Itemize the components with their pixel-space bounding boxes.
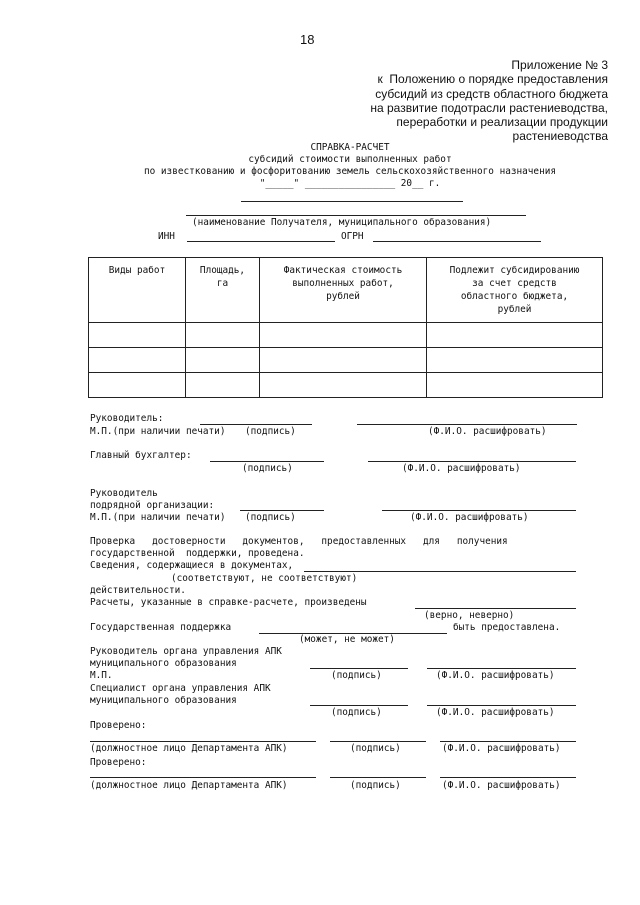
checked-sign-line bbox=[330, 741, 426, 742]
table-row bbox=[89, 323, 603, 348]
checked-fio-line bbox=[440, 777, 576, 778]
verification-text: Сведения, содержащиеся в документах, bbox=[90, 560, 294, 571]
authority-mp: М.П. bbox=[90, 670, 113, 681]
verification-text: государственной поддержки, проведена. bbox=[90, 548, 305, 559]
table-row bbox=[89, 348, 603, 373]
accountant-label: Главный бухгалтер: bbox=[90, 450, 192, 461]
recipient-name-line bbox=[186, 215, 526, 216]
checked-official-caption: (должностное лицо Департамента АПК) bbox=[90, 743, 288, 754]
authority-fio-caption: (Ф.И.О. расшифровать) bbox=[436, 707, 555, 718]
table-cell[interactable] bbox=[186, 323, 260, 348]
head-mp: М.П.(при наличии печати) bbox=[90, 426, 226, 437]
table-cell[interactable] bbox=[427, 373, 603, 398]
ogrn-label: ОГРН bbox=[341, 231, 364, 242]
table-cell[interactable] bbox=[427, 323, 603, 348]
checked-fio-line bbox=[440, 741, 576, 742]
verification-caption: (соответствуют, не соответствуют) bbox=[171, 573, 358, 584]
verification-text: Проверка достоверности документов, предоставленных для получения bbox=[90, 536, 508, 547]
accountant-sign-caption: (подпись) bbox=[242, 463, 293, 474]
appendix-title: Приложение № 3 bbox=[511, 58, 608, 72]
verification-text: Государственная поддержка bbox=[90, 622, 232, 633]
accountant-fio-line bbox=[368, 461, 576, 462]
page-number: 18 bbox=[300, 32, 315, 47]
authority-label: Специалист органа управления АПК bbox=[90, 683, 271, 694]
table-cell[interactable] bbox=[89, 373, 186, 398]
separator-line bbox=[241, 201, 463, 202]
table-cell[interactable] bbox=[89, 348, 186, 373]
recipient-caption: (наименование Получателя, муниципального образования) bbox=[192, 217, 492, 228]
table-row bbox=[89, 373, 603, 398]
checked-fio-caption: (Ф.И.О. расшифровать) bbox=[442, 743, 561, 754]
table-header-cell: Виды работ bbox=[89, 258, 186, 323]
checked-label: Проверено: bbox=[90, 720, 147, 731]
authority-fio-line bbox=[427, 668, 576, 669]
inn-field-line bbox=[187, 241, 335, 242]
verification-text: Расчеты, указанные в справке-расчете, произведены bbox=[90, 597, 367, 608]
checked-fio-caption: (Ф.И.О. расшифровать) bbox=[442, 780, 561, 791]
contractor-fio-caption: (Ф.И.О. расшифровать) bbox=[410, 512, 529, 523]
appendix-line: на развитие подотрасли растениеводства, bbox=[370, 101, 608, 115]
authority-fio-line bbox=[427, 705, 576, 706]
table-header-cell: Фактическая стоимость выполненных работ, рублей bbox=[260, 258, 427, 323]
authority-label: Руководитель органа управления АПК bbox=[90, 646, 282, 657]
authority-sign-caption: (подпись) bbox=[331, 707, 382, 718]
table-cell[interactable] bbox=[427, 348, 603, 373]
head-sign-line bbox=[200, 424, 312, 425]
verification-field-line bbox=[415, 608, 576, 609]
heading-line: субсидий стоимости выполненных работ bbox=[248, 154, 452, 165]
contractor-label: Руководитель bbox=[90, 488, 158, 499]
appendix-line: растениеводства bbox=[512, 129, 608, 143]
verification-text: действительности. bbox=[90, 585, 186, 596]
table-header-cell: Подлежит субсидированию за счет средств областного бюджета, рублей bbox=[427, 258, 603, 323]
verification-caption: (верно, неверно) bbox=[424, 610, 515, 621]
document-title: СПРАВКА-РАСЧЕТ bbox=[310, 142, 390, 153]
contractor-fio-line bbox=[382, 510, 576, 511]
checked-sign-caption: (подпись) bbox=[350, 743, 401, 754]
heading-line: по известкованию и фосфоритованию земель сельскохозяйственного назначения bbox=[143, 166, 557, 177]
table-header-row bbox=[89, 258, 603, 323]
authority-sign-caption: (подпись) bbox=[331, 670, 382, 681]
table-cell[interactable] bbox=[260, 373, 427, 398]
table-cell[interactable] bbox=[260, 323, 427, 348]
inn-label: ИНН bbox=[158, 231, 175, 242]
head-sign-caption: (подпись) bbox=[245, 426, 296, 437]
contractor-mp: М.П.(при наличии печати) bbox=[90, 512, 226, 523]
verification-text: быть предоставлена. bbox=[453, 622, 561, 633]
authority-label: муниципального образования bbox=[90, 658, 237, 669]
checked-official-caption: (должностное лицо Департамента АПК) bbox=[90, 780, 288, 791]
checked-official-line bbox=[90, 777, 316, 778]
head-fio-line bbox=[357, 424, 577, 425]
appendix-line: субсидий из средств областного бюджета bbox=[375, 87, 608, 101]
contractor-sign-caption: (подпись) bbox=[245, 512, 296, 523]
authority-label: муниципального образования bbox=[90, 695, 237, 706]
accountant-sign-line bbox=[210, 461, 324, 462]
appendix-line: к Положению о порядке предоставления bbox=[377, 72, 608, 86]
verification-field-line bbox=[304, 571, 576, 572]
authority-fio-caption: (Ф.И.О. расшифровать) bbox=[436, 670, 555, 681]
authority-sign-line bbox=[310, 668, 408, 669]
authority-sign-line bbox=[310, 705, 408, 706]
accountant-fio-caption: (Ф.И.О. расшифровать) bbox=[402, 463, 521, 474]
head-label: Руководитель: bbox=[90, 413, 164, 424]
table-cell[interactable] bbox=[89, 323, 186, 348]
table-cell[interactable] bbox=[260, 348, 427, 373]
checked-label: Проверено: bbox=[90, 757, 147, 768]
date-line: "_____" ________________ 20__ г. bbox=[259, 178, 441, 189]
appendix-line: переработки и реализации продукции bbox=[396, 115, 608, 129]
table-cell[interactable] bbox=[186, 348, 260, 373]
head-fio-caption: (Ф.И.О. расшифровать) bbox=[428, 426, 547, 437]
contractor-sign-line bbox=[240, 510, 324, 511]
table-cell[interactable] bbox=[186, 373, 260, 398]
checked-official-line bbox=[90, 741, 316, 742]
table-header-cell: Площадь, га bbox=[186, 258, 260, 323]
checked-sign-line bbox=[330, 777, 426, 778]
calculation-table bbox=[88, 257, 603, 398]
ogrn-field-line bbox=[373, 241, 541, 242]
contractor-label: подрядной организации: bbox=[90, 500, 215, 511]
verification-caption: (может, не может) bbox=[299, 634, 395, 645]
checked-sign-caption: (подпись) bbox=[350, 780, 401, 791]
